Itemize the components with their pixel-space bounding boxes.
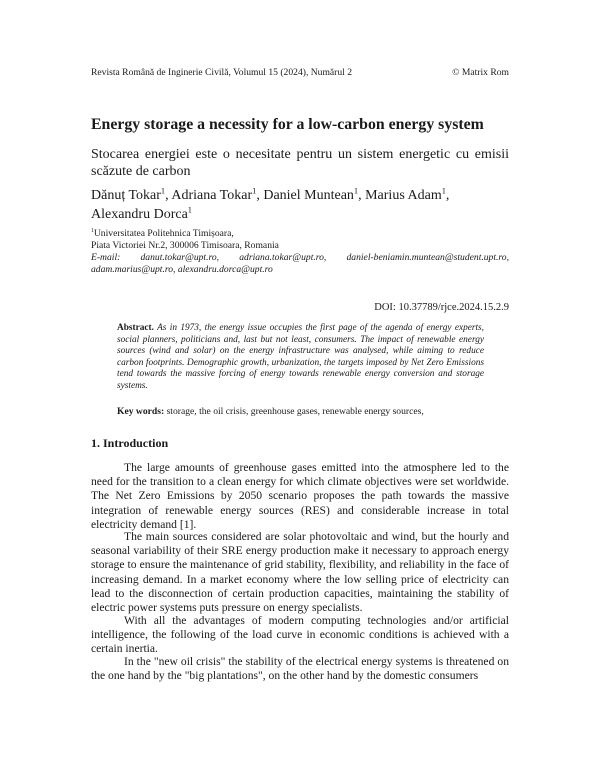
copyright-notice: © Matrix Rom — [452, 67, 509, 78]
author-affiliation-mark: 1 — [353, 186, 359, 196]
author: Dănuț Tokar — [91, 188, 161, 203]
author-affiliation-mark: 1 — [441, 186, 446, 196]
paper-subtitle: Stocarea energiei este o necesitate pentru un sistem energetic cu emisii scăzute de carbon — [91, 147, 509, 179]
keywords-label: Key words: — [117, 406, 165, 417]
affiliation-mark: 1 — [91, 227, 94, 234]
paragraph: In the "new oil crisis" the stability of the electrical energy systems is threatened on the one hand by the "big plantations", on the other hand by the domestic consumers — [91, 655, 509, 683]
doi: DOI: 10.37789/rjce.2024.15.2.9 — [374, 302, 509, 313]
author-affiliation-mark: 1 — [252, 186, 257, 196]
paragraph: The large amounts of greenhouse gases emitted into the atmosphere led to the need for the transition to a clean energy for which climate objectives were set worldwide. The Net Zero Emissions by 2050 scenario proposes the path towards the massive integration of renewable energy sources (RES) and considerable increase in total electricity demand [1]. — [91, 461, 509, 531]
email-label: E-mail: — [91, 252, 121, 263]
keywords-text: storage, the oil crisis, greenhouse gases, renewable energy sources, — [166, 406, 424, 417]
paragraph: The main sources considered are solar photovoltaic and wind, but the hourly and seasonal variability of their SRE energy production make it necessary to approach energy storage to ensure the maintenance of grid stability, flexibility, and reliability in the face of increasing demand. In a market economy where the low selling price of electricity can lead to the disconnection of certain production capacities, maintaining the stability of electric power systems puts pressure on energy specialists. — [91, 530, 509, 615]
affiliation-institution: Universitatea Politehnica Timișoara, — [93, 228, 234, 239]
abstract-label: Abstract. — [117, 323, 154, 333]
author-affiliation-mark: 1 — [160, 186, 166, 196]
paragraph: With all the advantages of modern computing technologies and/or artificial intelligence, the following of the load curve in economic conditions is achieved with a certain inertia. — [91, 614, 509, 656]
author: Adriana Tokar — [171, 188, 253, 203]
journal-header: Revista Română de Inginerie Civilă, Volumul 15 (2024), Numărul 2 — [91, 67, 353, 78]
affiliation-address: Piata Victoriei Nr.2, 300006 Timisoara, Romania — [91, 239, 279, 251]
author-list: Dănuț Tokar$^1$, Adriana Tokar$^1$, Daniel Muntean$^1$, Marius Adam$^1$, Alexandru Dorca$^1$ — [91, 186, 450, 222]
email-addresses: danut.tokar@upt.ro, adriana.tokar@upt.ro, daniel-beniamin.muntean@student.upt.ro, adam.marius@upt.ro, alexandru.dorca@upt.ro — [91, 252, 509, 275]
author: Daniel Muntean — [263, 188, 354, 203]
affiliation — [91, 228, 509, 251]
paper-title: Energy storage a necessity for a low-carbon energy system — [91, 116, 484, 133]
keywords — [117, 406, 517, 417]
email-list — [91, 252, 509, 275]
section-heading: 1. Introduction — [91, 436, 169, 450]
abstract-text: As in 1973, the energy issue occupies the first page of the agenda of energy experts, social planners, politicians and, last but not least, consumers. The impact of renewable energy sources (wind and solar) on the energy infrastructure was analysed, while aiming to reduce carbon footprints. Demographic growth, urbanization, the targets imposed by Net Zero Emissions tend towards the massive forcing of energy towards renewable energy conversion and storage systems. — [117, 323, 484, 391]
author: Marius Adam — [365, 188, 442, 203]
abstract — [117, 323, 484, 393]
author-affiliation-mark: 1 — [187, 205, 192, 215]
author: Alexandru Dorca — [91, 207, 188, 222]
